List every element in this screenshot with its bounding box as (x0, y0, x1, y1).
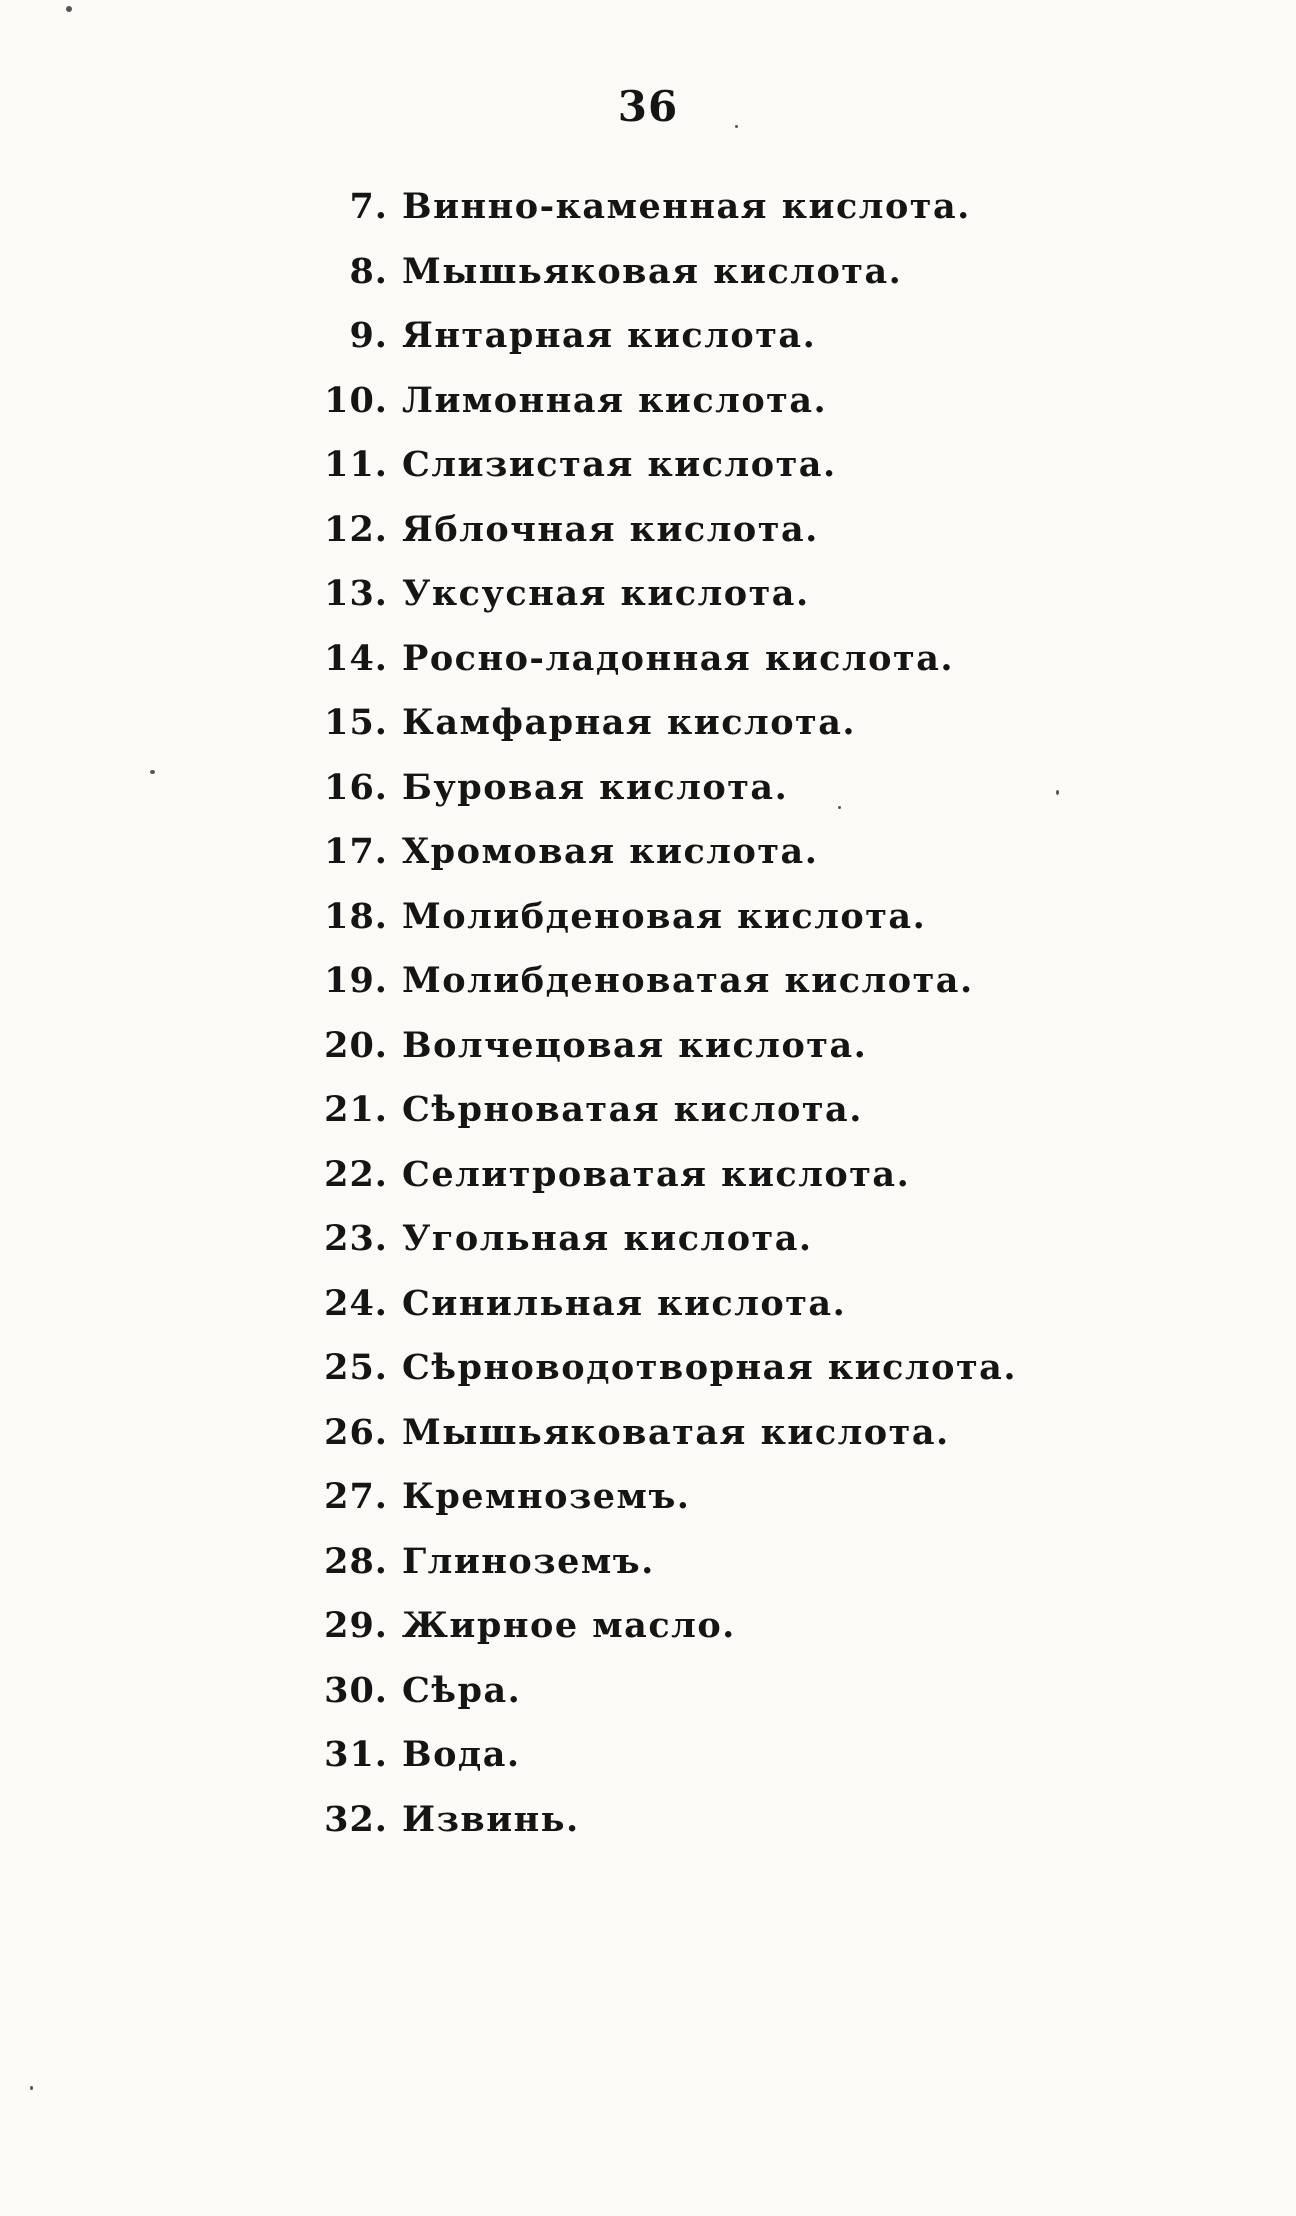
entry-text: Извинь. (402, 1798, 580, 1840)
list-item (300, 1799, 1120, 1864)
entry-number: 22. (324, 1153, 388, 1195)
entry-text: Буровая кислота. (402, 766, 789, 808)
list-item (300, 960, 1120, 1025)
entry-number: 28. (324, 1540, 388, 1582)
entry-number: 10. (324, 379, 388, 421)
entry-number: 31. (324, 1734, 388, 1775)
entry-number: 19. (324, 960, 388, 1001)
entry-number: 29. (324, 1605, 388, 1646)
entry-number: 14. (324, 637, 388, 679)
entry-text: Синильная кислота. (402, 1282, 847, 1324)
entry-text: Сѣрноводотворная кислота. (402, 1347, 1018, 1388)
entry-text: Сѣра. (402, 1669, 522, 1711)
entry-number: 20. (324, 1024, 388, 1066)
entry-number: 21. (324, 1089, 388, 1130)
entry-text: Кремноземъ. (402, 1476, 691, 1517)
list-item (300, 767, 1120, 832)
list-item (300, 509, 1120, 574)
scan-speck (838, 806, 841, 809)
entry-number: 18. (324, 895, 388, 937)
entry-text: Мышьяковатая кислота. (402, 1411, 950, 1453)
entry-number: 13. (324, 573, 388, 614)
list-item (300, 186, 1120, 251)
entry-text: Мышьяковая кислота. (402, 250, 903, 292)
scan-speck (150, 770, 155, 774)
entry-text: Глиноземъ. (402, 1540, 655, 1582)
list-item (300, 1412, 1120, 1477)
entry-text: Молибденовая кислота. (402, 895, 927, 937)
entry-number: 27. (324, 1476, 388, 1517)
list-item (300, 1025, 1120, 1090)
entry-number: 26. (324, 1411, 388, 1453)
entry-text: Молибденоватая кислота. (402, 960, 974, 1001)
scan-speck (1056, 790, 1059, 795)
entry-text: Волчецовая кислота. (402, 1024, 868, 1066)
list-item (300, 1154, 1120, 1219)
scan-speck (735, 125, 738, 128)
entry-number: 8. (349, 250, 388, 292)
list-item (300, 1218, 1120, 1283)
list-item (300, 896, 1120, 961)
scan-speck (66, 6, 72, 12)
list-item (300, 573, 1120, 638)
list-item (300, 1089, 1120, 1154)
list-item (300, 1283, 1120, 1348)
entry-text: Росно-ладонная кислота. (402, 637, 955, 679)
list-item (300, 1670, 1120, 1735)
entry-number: 32. (324, 1798, 388, 1840)
entry-text: Янтарная кислота. (402, 315, 817, 356)
list-item (300, 702, 1120, 767)
list-item (300, 1734, 1120, 1799)
entry-number: 12. (324, 508, 388, 550)
entry-list (300, 186, 1120, 1863)
entry-number: 23. (324, 1218, 388, 1259)
entry-text: Камфарная кислота. (402, 702, 857, 743)
list-item (300, 638, 1120, 703)
entry-number: 24. (324, 1282, 388, 1324)
entry-number: 25. (324, 1347, 388, 1388)
list-item (300, 444, 1120, 509)
list-item (300, 1541, 1120, 1606)
entry-text: Хромовая кислота. (402, 831, 819, 872)
entry-text: Сѣрноватая кислота. (402, 1089, 863, 1130)
entry-number: 30. (324, 1669, 388, 1711)
list-item (300, 831, 1120, 896)
entry-number: 7. (349, 186, 388, 227)
entry-text: Уксусная кислота. (402, 573, 810, 614)
entry-text: Винно-каменная кислота. (402, 186, 971, 227)
entry-number: 11. (324, 444, 388, 485)
list-item (300, 1347, 1120, 1412)
list-item (300, 251, 1120, 316)
entry-text: Вода. (402, 1734, 521, 1775)
entry-number: 17. (324, 831, 388, 872)
entry-number: 15. (324, 702, 388, 743)
list-item (300, 315, 1120, 380)
page-number: 36 (617, 82, 679, 131)
list-item (300, 1605, 1120, 1670)
entry-text: Слизистая кислота. (402, 444, 837, 485)
entry-text: Селитроватая кислота. (402, 1153, 911, 1195)
entry-text: Яблочная кислота. (402, 508, 819, 550)
entry-number: 9. (349, 315, 388, 356)
entry-text: Угольная кислота. (402, 1218, 813, 1259)
entry-number: 16. (324, 766, 388, 808)
scan-speck (30, 2086, 33, 2090)
entry-text: Жирное масло. (402, 1605, 736, 1646)
entry-text: Лимонная кислота. (402, 379, 828, 421)
list-item (300, 1476, 1120, 1541)
list-item (300, 380, 1120, 445)
